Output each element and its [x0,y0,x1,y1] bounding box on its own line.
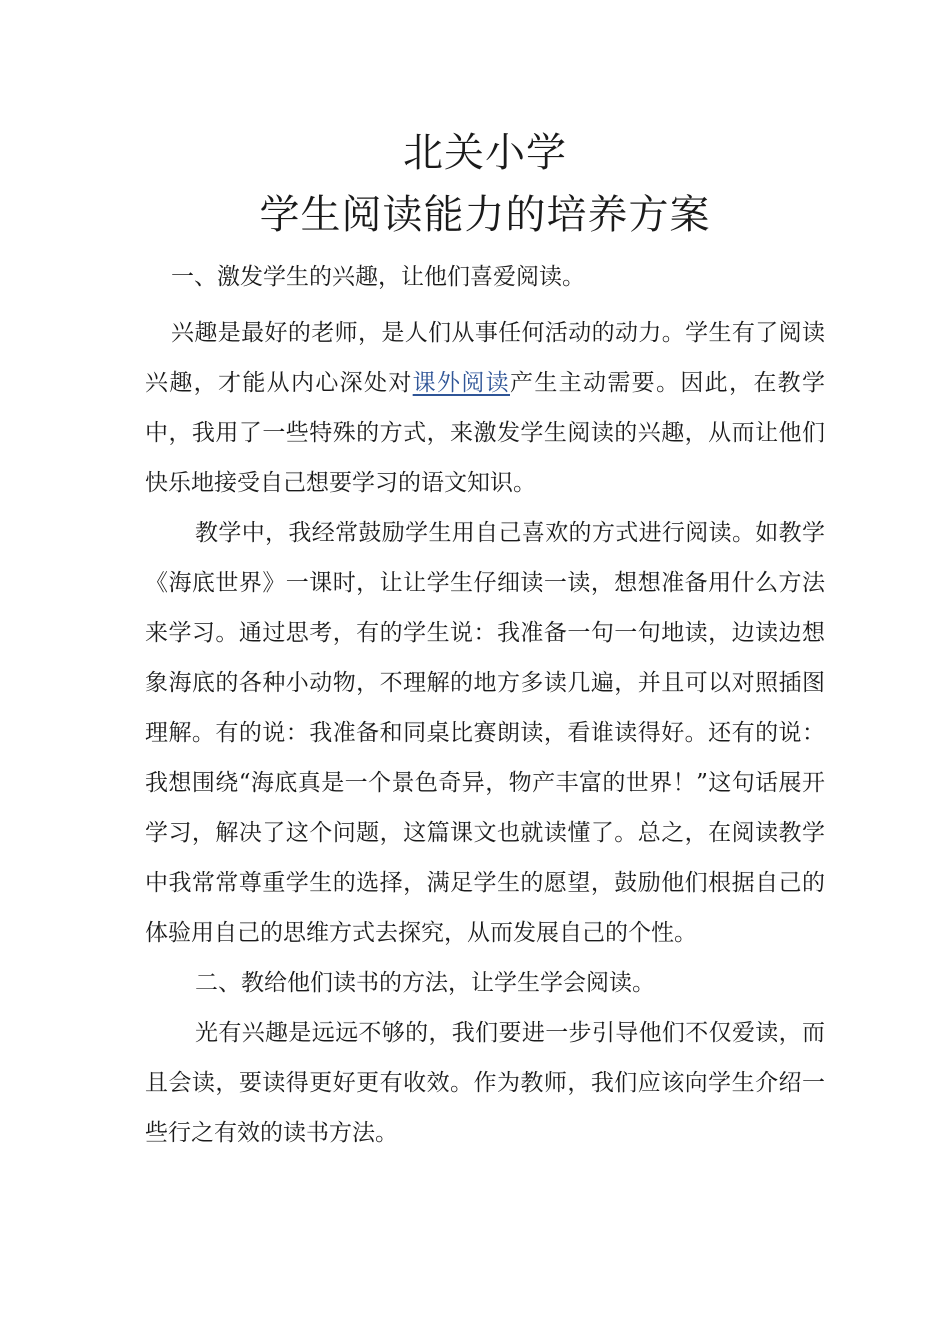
paragraph-1-text-after: 产生主动需要。因此，在教学中，我用了一些特殊的方式，来激发学生阅读的兴趣，从而让他们快乐地接受自己想要学习的语文知识。 [145,370,826,496]
section-heading-2: 二、教给他们读书的方法，让学生学会阅读。 [195,970,655,996]
paragraph-1-text-before: 兴趣是最好的老师，是人们从事任何活动的动力。学生有了阅读兴趣，才能从内心深处对 [145,320,825,396]
school-name: 北关小学 [403,130,567,176]
section-heading-1: 一、激发学生的兴趣，让他们喜爱阅读。 [171,264,585,290]
document-title: 学生阅读能力的培养方案 [259,192,711,238]
extracurricular-reading-link[interactable]: 课外阅读 [412,370,511,396]
paragraph-3: 光有兴趣是远远不够的，我们要进一步引导他们不仅爱读，而且会读，要读得更好更有收效。作为教师，我们应该向学生介绍一些行之有效的读书方法。 [145,1020,825,1146]
paragraph-1 [145,308,825,508]
paragraph-2: 教学中，我经常鼓励学生用自己喜欢的方式进行阅读。如教学《海底世界》一课时，让让学生仔细读一读，想想准备用什么方法来学习。通过思考，有的学生说：我准备一句一句地读，边读边想象海底的各种小动物，不理解的地方多读几遍，并且可以对照插图理解。有的说：我准备和同桌比赛朗读，看谁读得好。还有的说：我想围绕“海底真是一个景色奇异，物产丰富的世界！”这句话展开学习，解决了这个问题，这篇课文也就读懂了。总之，在阅读教学中我常常尊重学生的选择，满足学生的愿望，鼓励他们根据自己的体验用自己的思维方式去探究，从而发展自己的个性。 [145,520,825,946]
document-page [145,120,825,1158]
